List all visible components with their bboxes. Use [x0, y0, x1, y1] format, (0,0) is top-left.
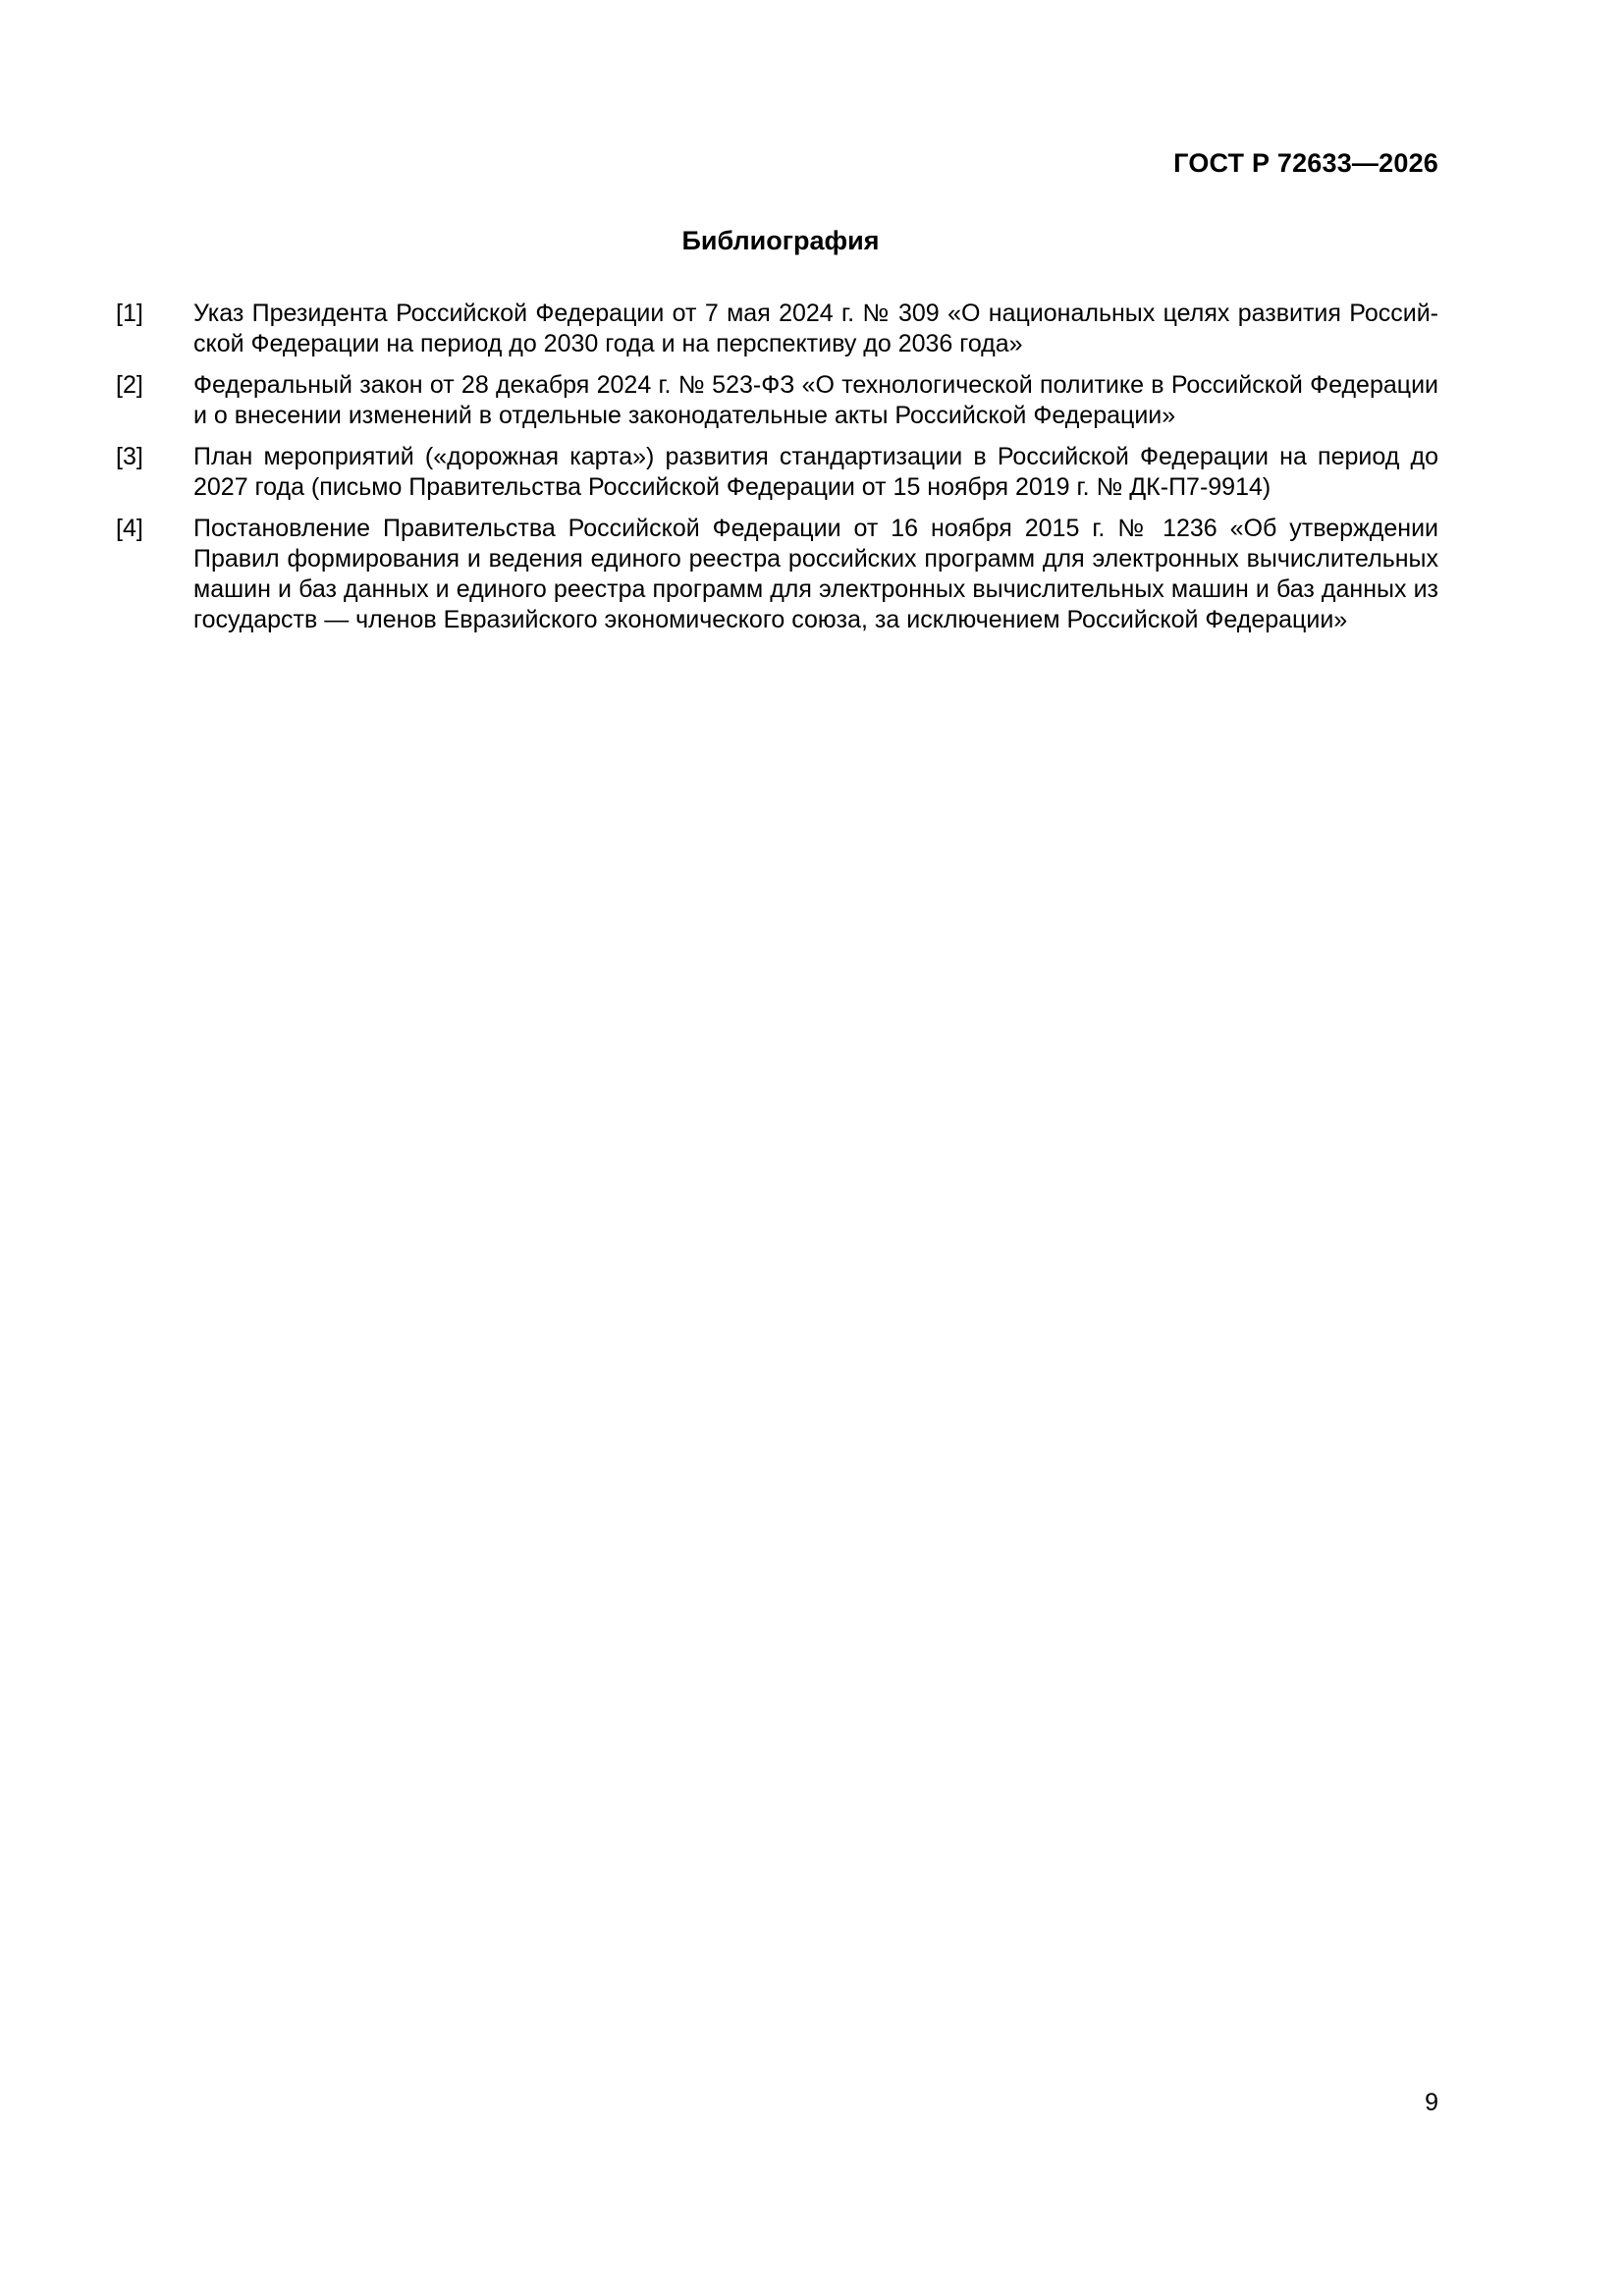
- entry-line: и о внесении изменений в отдельные законодательные акты Российской Федерации»: [193, 402, 1176, 429]
- bibliography-entry: [116, 514, 1438, 635]
- entry-text: [193, 299, 1438, 359]
- entry-line: Указ Президента Российской Федерации от 7 мая 2024 г. № 309 «О национальных целях развития Россий-: [193, 300, 1438, 327]
- entry-line: машин и баз данных и единого реестра программ для электронных вычислительных машин и баз данных из: [193, 575, 1438, 603]
- entry-line: ской Федерации на период до 2030 года и на перспективу до 2036 года»: [193, 330, 1023, 357]
- entry-number: [1]: [116, 300, 143, 327]
- entry-text: [193, 370, 1438, 431]
- document-code: ГОСТ Р 72633—2026: [1173, 148, 1438, 178]
- entry-line: Правил формирования и ведения единого реестра российских программ для электронных вычислительных: [193, 545, 1438, 573]
- section-title: Библиография: [681, 226, 880, 255]
- bibliography-entry: [116, 370, 1438, 431]
- entry-number: [4]: [116, 515, 143, 542]
- entry-text: [193, 442, 1438, 503]
- page-number: 9: [1425, 2089, 1438, 2116]
- entry-number: [3]: [116, 443, 143, 470]
- entry-line: 2027 года (письмо Правительства Российской Федерации от 15 ноября 2019 г. № ДК-П7-9914): [193, 473, 1271, 501]
- entry-number: [2]: [116, 371, 143, 399]
- entry-line: План мероприятий («дорожная карта») развития стандартизации в Российской Федерации на период до: [193, 443, 1438, 470]
- entry-text: [193, 514, 1438, 635]
- entry-line: Федеральный закон от 28 декабря 2024 г. № 523-ФЗ «О технологической политике в Российской Федерации: [193, 371, 1438, 399]
- entry-line: государств — членов Евразийского экономического союза, за исключением Российской Федерации»: [193, 606, 1348, 633]
- entry-line: Постановление Правительства Российской Федерации от 16 ноября 2015 г. № 1236 «Об утверждении: [193, 515, 1438, 542]
- bibliography-list: [116, 299, 1438, 646]
- bibliography-entry: [116, 442, 1438, 503]
- bibliography-entry: [116, 299, 1438, 359]
